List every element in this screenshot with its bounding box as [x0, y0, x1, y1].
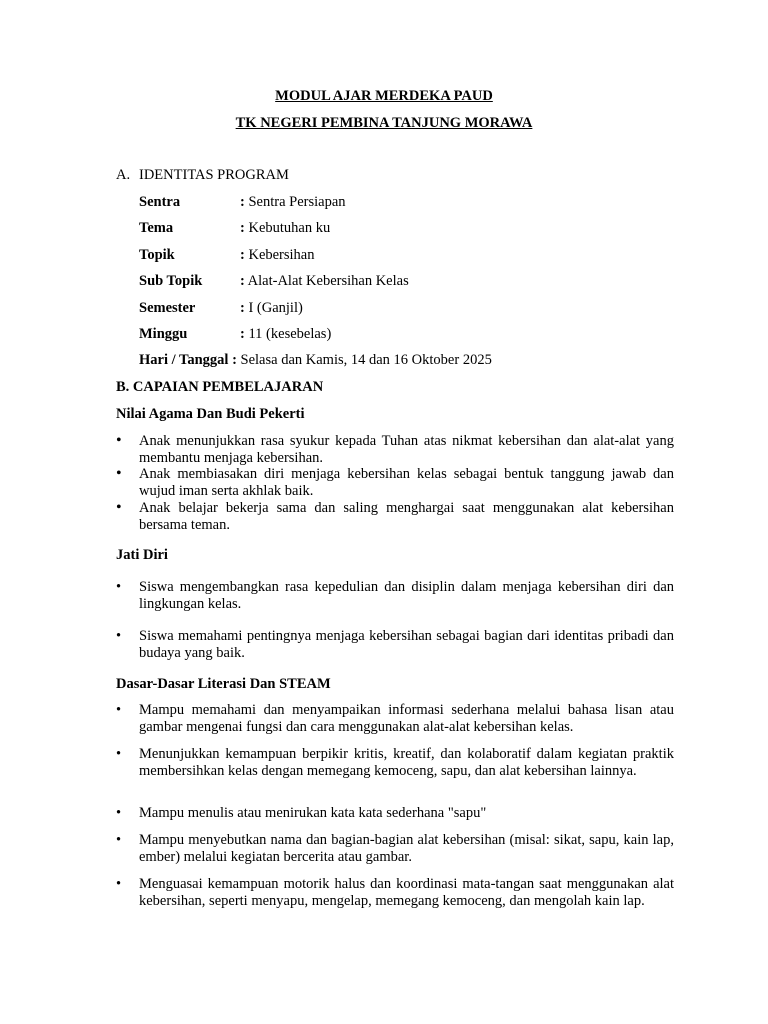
bullet-icon: • [116, 579, 122, 595]
field-label-topik: Topik [139, 247, 175, 263]
list-item: Mampu memahami dan menyampaikan informasi sederhana melalui bahasa lisan atau gambar mengenai fungsi dan cara menggunakan alat-alat kebersihan kelas. [139, 702, 674, 735]
bullet-icon: • [116, 628, 122, 644]
field-label-tema: Tema [139, 220, 174, 236]
bullet-icon: • [116, 805, 122, 821]
school-title: TK NEGERI PEMBINA TANJUNG MORAWA [235, 115, 533, 131]
list-item: Anak belajar bekerja sama dan saling menghargai saat menggunakan alat kebersihan bersama teman. [139, 500, 674, 533]
field-label-semester: Semester [139, 300, 196, 316]
field-value-tema: : Kebutuhan ku [240, 220, 331, 236]
section-a-heading: IDENTITAS PROGRAM [139, 167, 289, 183]
section-b-heading: B. CAPAIAN PEMBELAJARAN [116, 379, 324, 395]
module-title: MODUL AJAR MERDEKA PAUD [275, 88, 493, 104]
field-date [139, 352, 492, 369]
field-label-date: Hari / Tanggal : [139, 352, 237, 368]
section-a-letter: A. [116, 167, 131, 183]
bullet-icon: • [116, 465, 122, 482]
list-item: Siswa memahami pentingnya menjaga kebersihan sebagai bagian dari identitas pribadi dan budaya yang baik. [139, 628, 674, 661]
list-item: Menunjukkan kemampuan berpikir kritis, kreatif, dan kolaboratif dalam kegiatan praktik membersihkan kelas dengan memegang kemoceng, sapu, dan alat kebersihan lainnya. [139, 746, 674, 779]
field-label-sentra: Sentra [139, 194, 181, 210]
field-value-sentra: : Sentra Persiapan [240, 194, 346, 210]
bullet-icon: • [116, 876, 122, 892]
list-item: Mampu menyebutkan nama dan bagian-bagian alat kebersihan (misal: sikat, sapu, kain lap, ember) melalui kegiatan bercerita atau gambar. [139, 832, 674, 865]
field-value-date: Selasa dan Kamis, 14 dan 16 Oktober 2025 [236, 352, 492, 368]
group-title-literasi-steam: Dasar-Dasar Literasi Dan STEAM [116, 676, 331, 692]
bullet-icon: • [116, 702, 122, 718]
field-value-semester: : I (Ganjil) [240, 300, 303, 316]
field-value-topik: : Kebersihan [240, 247, 315, 263]
field-value-minggu: : 11 (kesebelas) [240, 326, 332, 342]
list-item: Menguasai kemampuan motorik halus dan koordinasi mata-tangan saat menggunakan alat kebersihan, seperti menyapu, mengelap, memegang kemoceng, dan mengolah kain lap. [139, 876, 674, 909]
list-item: Anak menunjukkan rasa syukur kepada Tuhan atas nikmat kebersihan dan alat-alat yang membantu menjaga kebersihan. [139, 433, 674, 466]
bullet-icon: • [116, 832, 122, 848]
field-label-minggu: Minggu [139, 326, 188, 342]
field-label-subtopik: Sub Topik [139, 273, 203, 289]
list-item: Mampu menulis atau menirukan kata kata sederhana "sapu" [139, 805, 487, 821]
list-item: Anak membiasakan diri menjaga kebersihan kelas sebagai bentuk tanggung jawab dan wujud iman serta akhlak baik. [139, 466, 674, 499]
list-item: Siswa mengembangkan rasa kepedulian dan disiplin dalam menjaga kebersihan diri dan lingkungan kelas. [139, 579, 674, 612]
bullet-icon: • [116, 499, 122, 516]
group-title-jati-diri: Jati Diri [116, 547, 168, 563]
field-value-subtopik: : Alat-Alat Kebersihan Kelas [240, 273, 409, 289]
bullet-icon: • [116, 746, 122, 762]
bullet-icon: • [116, 432, 122, 449]
group-title-nilai-agama: Nilai Agama Dan Budi Pekerti [116, 406, 305, 422]
